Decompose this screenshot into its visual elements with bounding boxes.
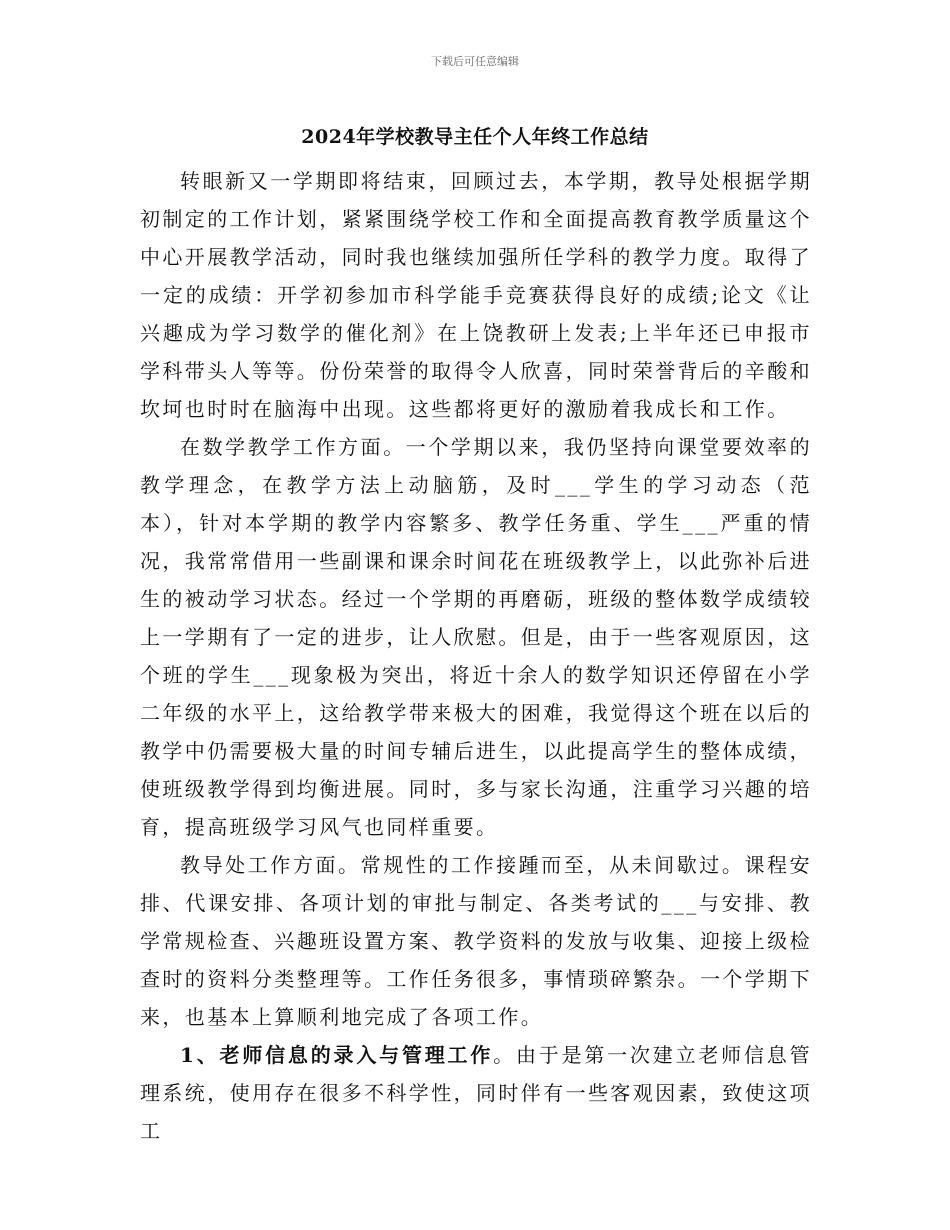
section-1-heading: 1、老师信息的录入与管理工作 [180,1043,494,1067]
document-body [140,162,812,1150]
paragraph-math-teaching: 在数学教学工作方面。一个学期以来，我仍坚持向课堂要效率的教学理念，在教学方法上动脑筋，及时___学生的学习动态（范本），针对本学期的教学内容繁多、教学任务重、学生___严重的情况，我常常借用一些副课和课余时间花在班级教学上，以此弥补后进生的被动学习状态。经过一个学期的再磨砺，班级的整体数学成绩较上一学期有了一定的进步，让人欣慰。但是，由于一些客观原因，这个班的学生___现象极为突出，将近十余人的数学知识还停留在小学二年级的水平上，这给教学带来极大的困难，我觉得这个班在以后的教学中仍需要极大量的时间专辅后进生，以此提高学生的整体成绩，使班级教学得到均衡进展。同时，多与家长沟通，注重学习兴趣的培育，提高班级学习风气也同样重要。 [140,435,812,839]
paragraph-office-work: 教导处工作方面。常规性的工作接踵而至，从未间歇过。课程安排、代课安排、各项计划的审批与制定、各类考试的___与安排、教学常规检查、兴趣班设置方案、教学资料的发放与收集、迎接上级检查时的资料分类整理等。工作任务很多，事情琐碎繁杂。一个学期下来，也基本上算顺利地完成了各项工作。 [140,853,812,1029]
paragraph-intro: 转眼新又一学期即将结束，回顾过去，本学期，教导处根据学期初制定的工作计划，紧紧围绕学校工作和全面提高教育教学质量这个中心开展教学活动，同时我也继续加强所任学科的教学力度。取得了一定的成绩：开学初参加市科学能手竞赛获得良好的成绩;论文《让兴趣成为学习数学的催化剂》在上饶教研上发表;上半年还已申报市学科带头人等等。份份荣誉的取得令人欣喜，同时荣誉背后的辛酸和坎坷也时时在脑海中出现。这些都将更好的激励着我成长和工作。 [140,169,812,421]
paragraph-section-1 [140,1036,812,1150]
document-title: 2024年学校教导主任个人年终工作总结 [301,126,649,148]
header-note: 下载后可任意编辑 [431,55,519,68]
section-1-text: 。由于是第一次建立老师信息管理系统，使用存在很多不科学性，同时伴有一些客观因素，致使这项工 [140,1043,812,1143]
